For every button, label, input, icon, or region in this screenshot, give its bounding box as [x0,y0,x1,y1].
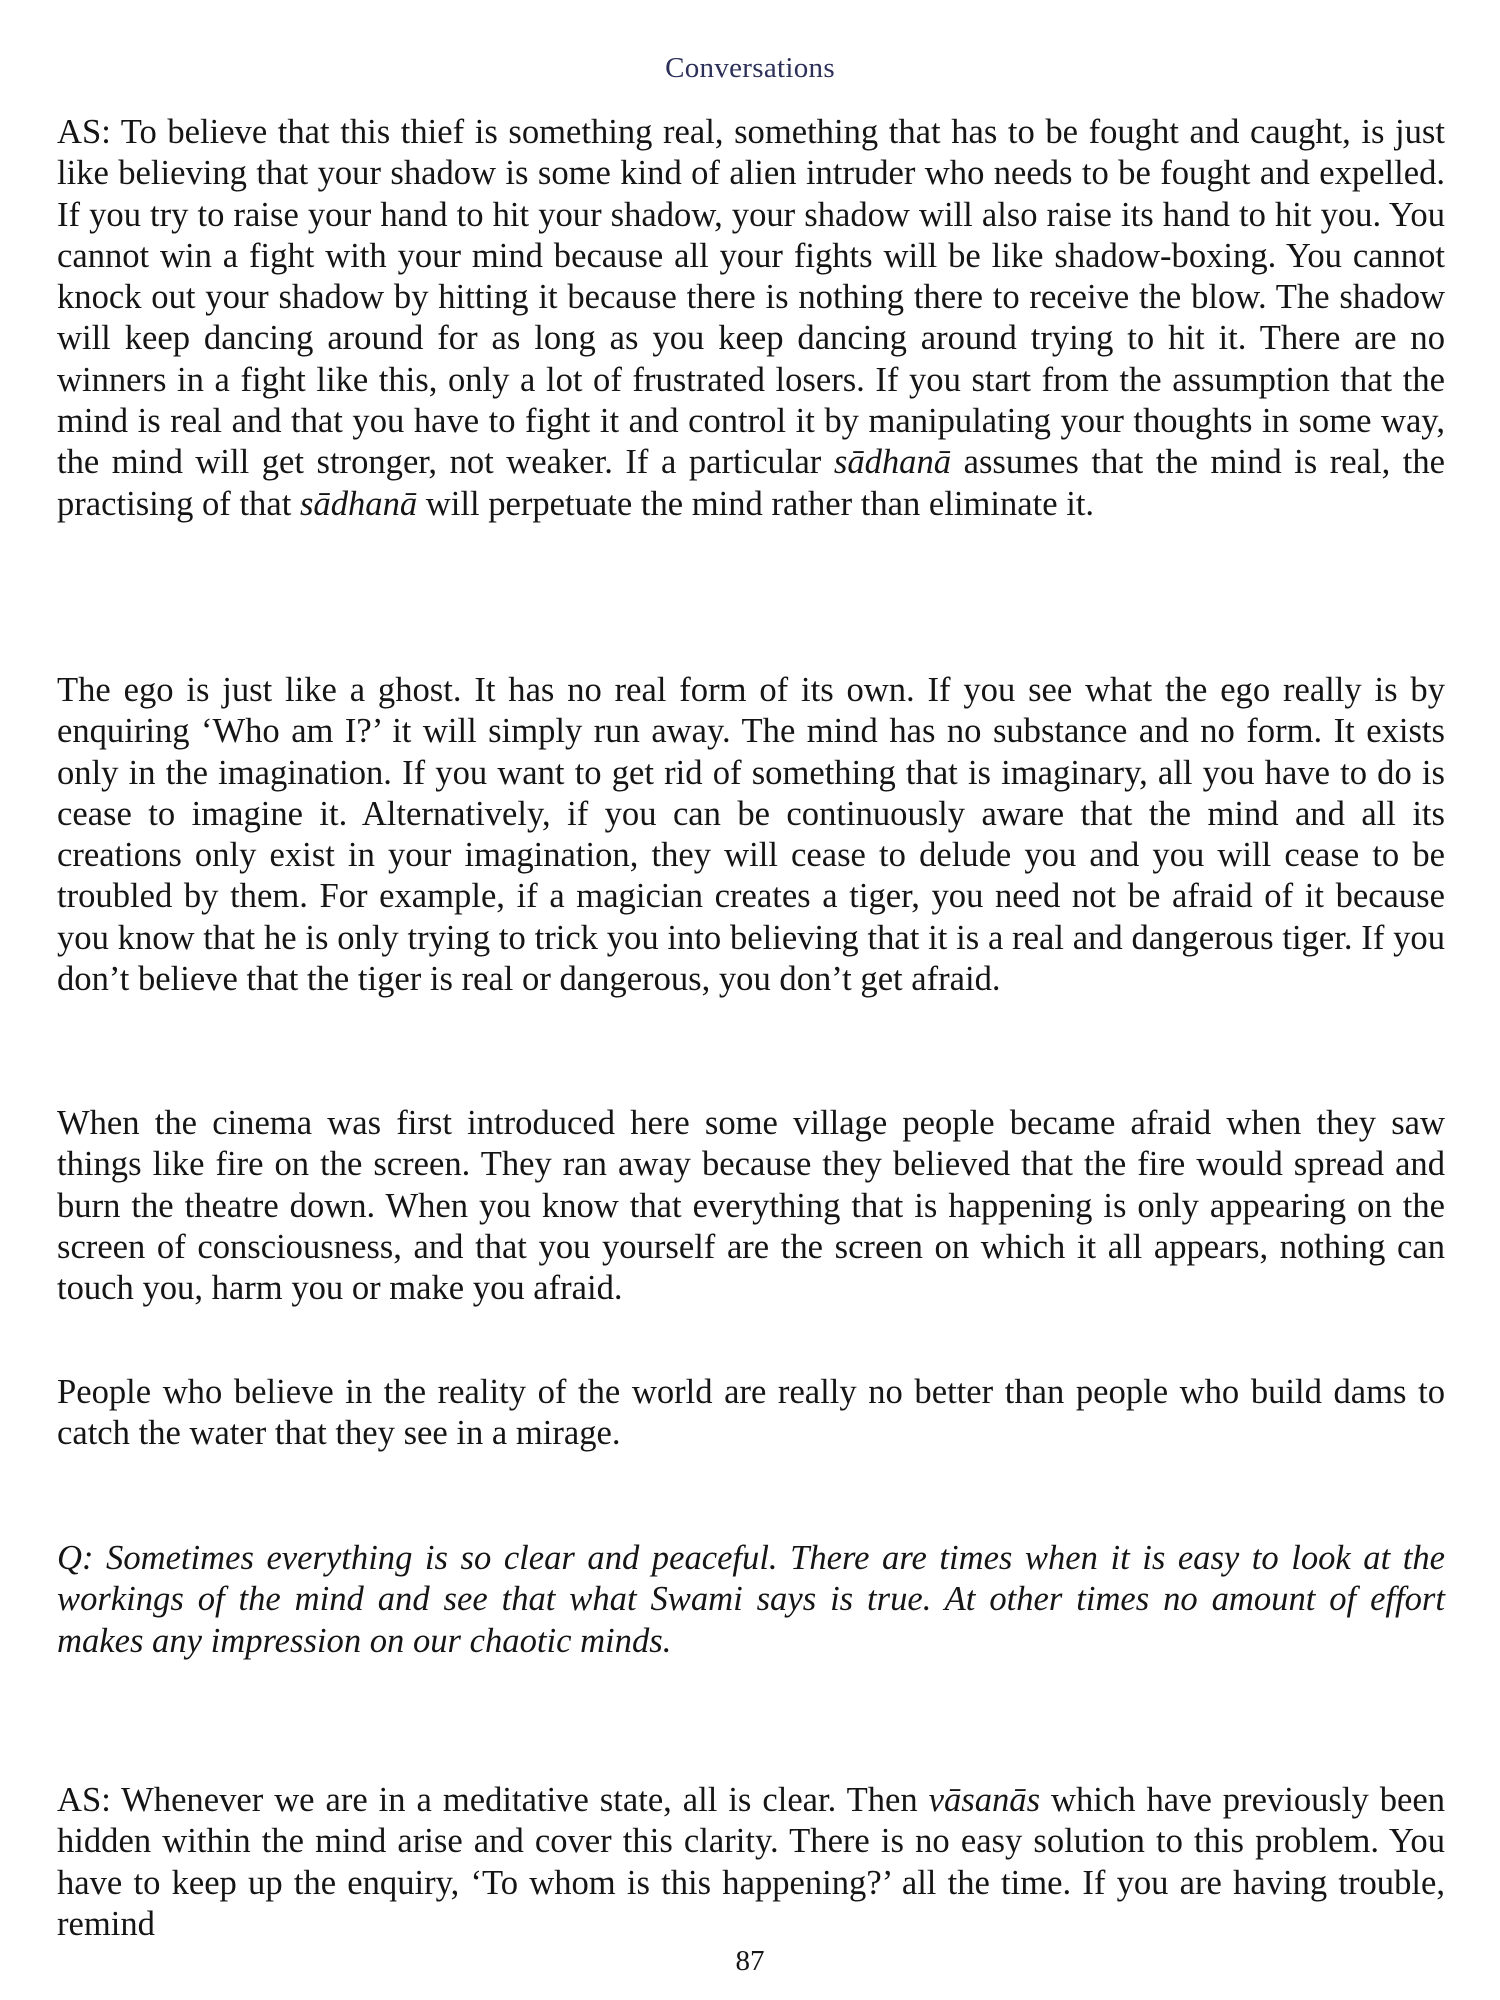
paragraph-text: which have previously been hidden within the mind arise and cover this clarity. There is no easy solution to this problem. You have to keep up the enquiry, ‘To whom is this happening?’ all the time. If you are having trouble, remind [57,1781,1445,1943]
paragraph-cinema: When the cinema was first introduced here some village people became afraid when they saw things like fire on the screen. They ran away because they believed that the fire would spread and burn the theatre down. When you know that everything that is happening is only appearing on the screen of consciousness, and that you yourself are the screen on which it all appears, nothing can touch you, harm you or make you afraid. [57,1104,1445,1308]
paragraph-text: assumes that the mind is real, the practising of that [57,443,1445,523]
paragraph-meditative-state [57,1780,1445,1945]
paragraph-mirage: People who believe in the reality of the world are really no better than people who build dams to catch the water that they see in a mirage. [57,1373,1445,1453]
paragraph-text: will perpetuate the mind rather than eliminate it. [417,484,1095,523]
paragraph-ego-ghost: The ego is just like a ghost. It has no real form of its own. If you see what the ego really is by enquiring ‘Who am I?’ it will simply run away. The mind has no substance and no form. It exists only in the imagination. If you want to get rid of something that is imaginary, all you have to do is cease to imagine it. Alternatively, if you can be continuously aware that the mind and all its creations only exist in your imagination, they will cease to delude you and you will cease to be troubled by them. For example, if a magician creates a tiger, you need not be afraid of it because you know that he is only trying to trick you into believing that it is a real and dangerous tiger. If you don’t believe that the tiger is real or dangerous, you don’t get afraid. [57,671,1445,999]
running-header: Conversations [665,52,835,84]
page-number: 87 [735,1945,765,1977]
italic-term: vāsanās [928,1781,1041,1819]
paragraph-shadow [57,112,1445,525]
italic-term: sādhanā [299,484,418,523]
question-paragraph: Q: Sometimes everything is so clear and peaceful. There are times when it is easy to look at the workings of the mind and see that what Swami says is true. At other times no amount of effort makes any impression on our chaotic minds. [57,1539,1445,1660]
paragraph-text: AS: To believe that this thief is something real, something that has to be fought and caught, is just like believing that your shadow is some kind of alien intruder who needs to be fought and expelled. If you try to raise your hand to hit your shadow, your shadow will also raise its hand to hit you. You cannot win a fight with your mind because all your fights will be like shadow-boxing. You cannot knock out your shadow by hitting it because there is nothing there to receive the blow. The shadow will keep dancing around for as long as you keep dancing around trying to hit it. There are no winners in a fight like this, only a lot of frustrated losers. If you start from the assumption that the mind is real and that you have to fight it and control it by manipulating your thoughts in some way, the mind will get stronger, not weaker. If a particular [57,113,1445,482]
italic-term: sādhanā [833,443,952,482]
paragraph-text: AS: Whenever we are in a meditative state, all is clear. Then [57,1781,929,1819]
